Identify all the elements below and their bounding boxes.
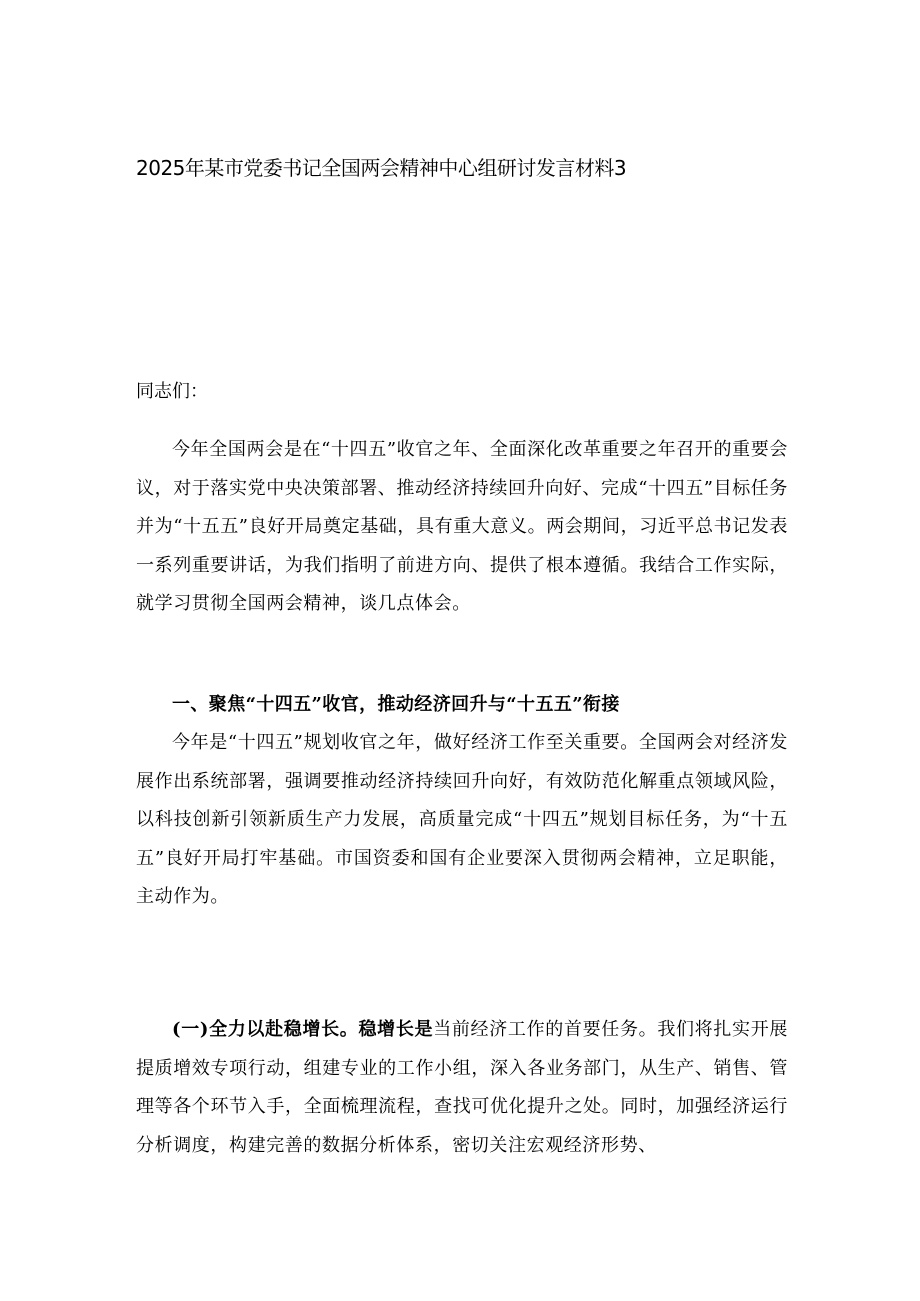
intro-paragraph: 今年全国两会是在“十四五”收官之年、全面深化改革重要之年召开的重要会议，对于落实党中央决策部署、推动经济持续回升向好、完成“十四五”目标任务并为“十五五”良好开局奠定基础，具有重大意义。两会期间，习近平总书记发表一系列重要讲话，为我们指明了前进方向、提供了根本遵循。我结合工作实际，就学习贯彻全国两会精神，谈几点体会。 xyxy=(136,439,789,614)
salutation: 同志们： xyxy=(136,381,208,402)
subsection-1-paragraph xyxy=(136,1011,788,1165)
section-1-paragraph: 今年是“十四五”规划收官之年，做好经济工作至关重要。全国两会对经济发展作出系统部署，强调要推动经济持续回升向好，有效防范化解重点领域风险，以科技创新引领新质生产力发展，高质量完成“十四五”规划目标任务，为“十五五”良好开局打牢基础。市国资委和国有企业要深入贯彻两会精神，立足职能，主动作为。 xyxy=(136,732,788,907)
subsection-1-bold-lead: (一)全力以赴稳增长。稳增长是 xyxy=(172,1019,434,1040)
section-heading-1: 一、聚焦“十四五”收官，推动经济回升与“十五五”衔接 xyxy=(172,694,620,715)
document-title: 2025年某市党委书记全国两会精神中心组研讨发言材料3 xyxy=(136,156,627,180)
subsection-1-text: 当前经济工作的首要任务。我们将扎实开展提质增效专项行动，组建专业的工作小组，深入各业务部门，从生产、销售、管理等各个环节入手，全面梳理流程，查找可优化提升之处。同时，加强经济运行分析调度，构建完善的数据分析体系，密切关注宏观经济形势、 xyxy=(136,1019,788,1156)
